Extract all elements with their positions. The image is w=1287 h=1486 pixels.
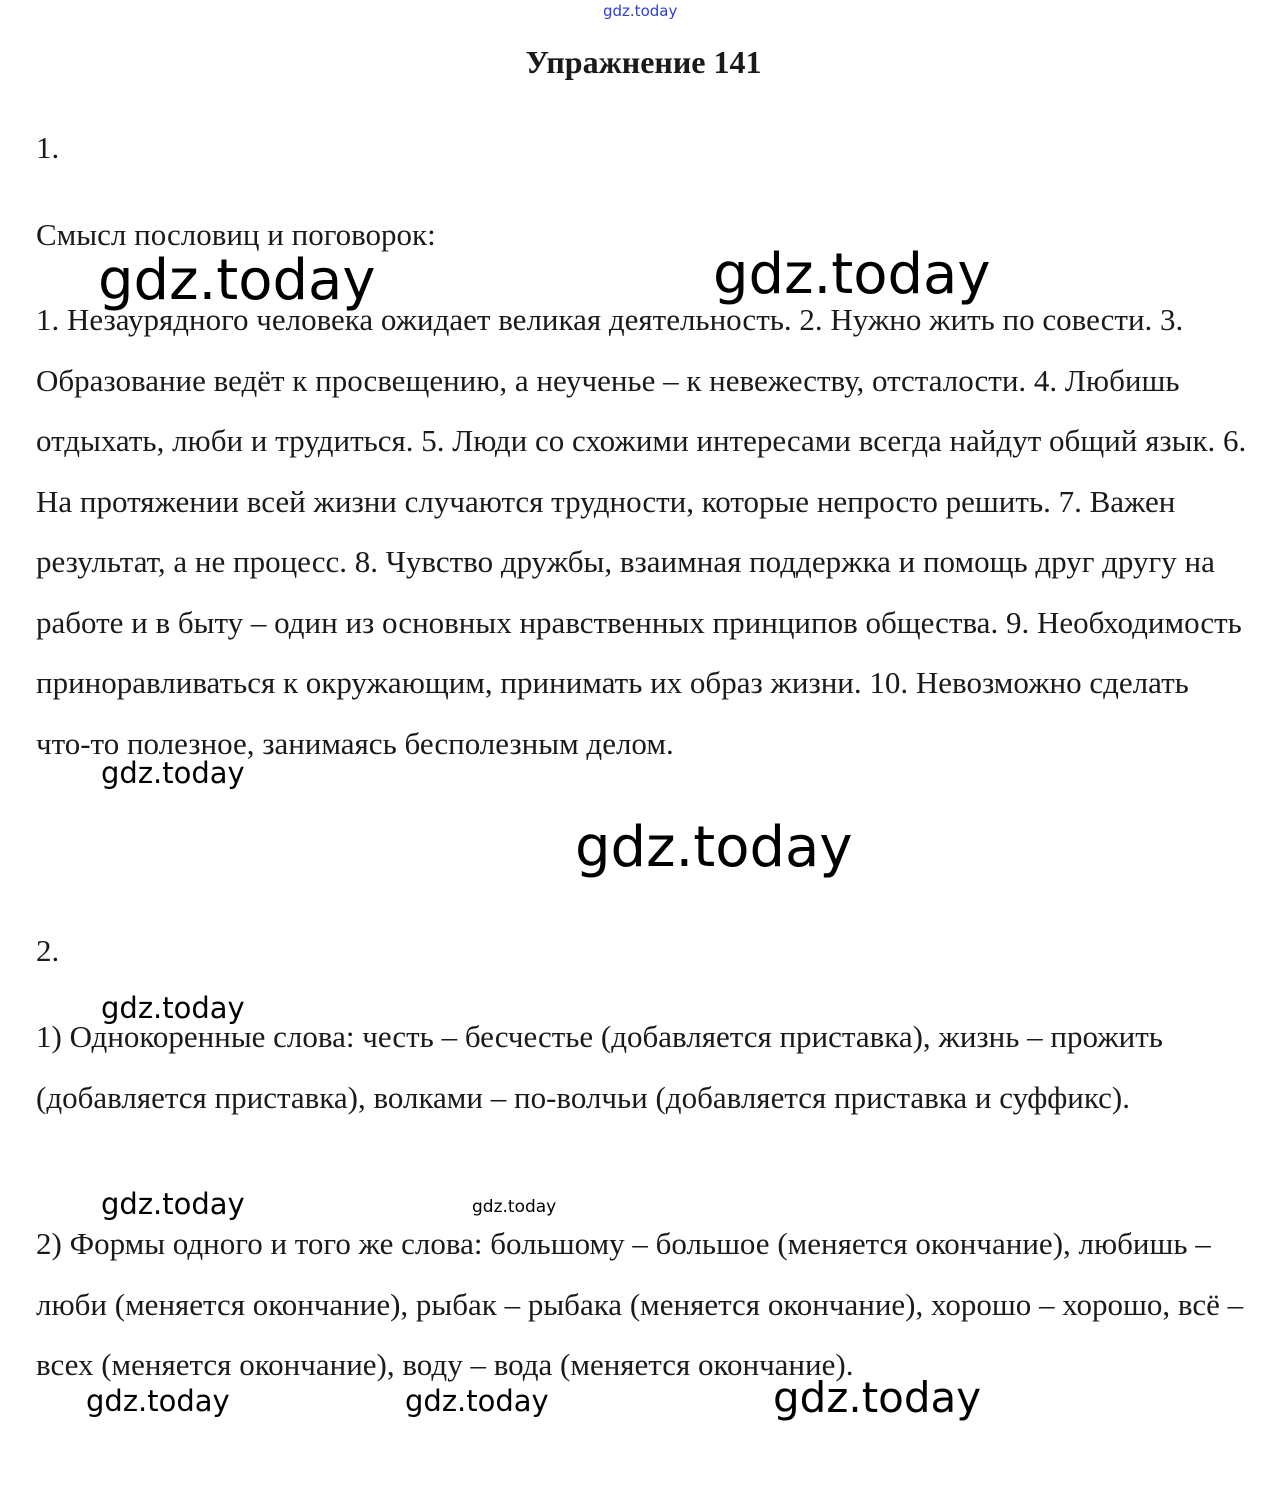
site-mark: gdz.today	[603, 2, 678, 20]
watermark: gdz.today	[773, 1373, 982, 1422]
section-2-item-1: 1) Однокоренные слова: честь – бесчестье (добавляется приставка), жизнь – прожить (добавляется приставка), волками – по-волчьи (добавляется приставка и суффикс).	[36, 1019, 1163, 1115]
section-1-number: 1.	[36, 130, 60, 165]
section-2-number: 2.	[36, 933, 60, 968]
watermark: gdz.today	[98, 248, 376, 313]
watermark: gdz.today	[405, 1384, 549, 1418]
page-title: Упражнение 141	[525, 44, 762, 80]
section-2-item-2: 2) Формы одного и того же слова: большому – большое (меняется окончание), любишь – люби (меняется окончание), рыбак – рыбака (меняется окончание), хорошо – хорошо, всё – всех (меняется окончание), воду – вода (меняется окончание).	[36, 1226, 1244, 1382]
watermark: gdz.today	[101, 1187, 245, 1221]
watermark: gdz.today	[713, 242, 991, 307]
watermark: gdz.today	[101, 991, 245, 1025]
watermark: gdz.today	[472, 1197, 557, 1217]
watermark: gdz.today	[575, 815, 853, 880]
section-1-heading: Смысл пословиц и поговорок:	[36, 217, 436, 252]
section-1-text: 1. Незаурядного человека ожидает великая деятельность. 2. Нужно жить по совести. 3. Образование ведёт к просвещению, а неученье – к невежеству, отсталости. 4. Любишь отдыхать, люби и трудиться. 5. Люди со схожими интересами всегда найдут общий язык. 6. На протяжении всей жизни случаются трудности, которые непросто решить. 7. Важен результат, а не процесс. 8. Чувство дружбы, взаимная поддержка и помощь друг другу на работе и в быту – один из основных нравственных принципов общества. 9. Необходимость приноравливаться к окружающим, принимать их образ жизни. 10. Невозможно сделать что-то полезное, занимаясь бесполезным делом.	[36, 302, 1247, 761]
watermark: gdz.today	[101, 756, 245, 790]
watermark: gdz.today	[86, 1384, 230, 1418]
